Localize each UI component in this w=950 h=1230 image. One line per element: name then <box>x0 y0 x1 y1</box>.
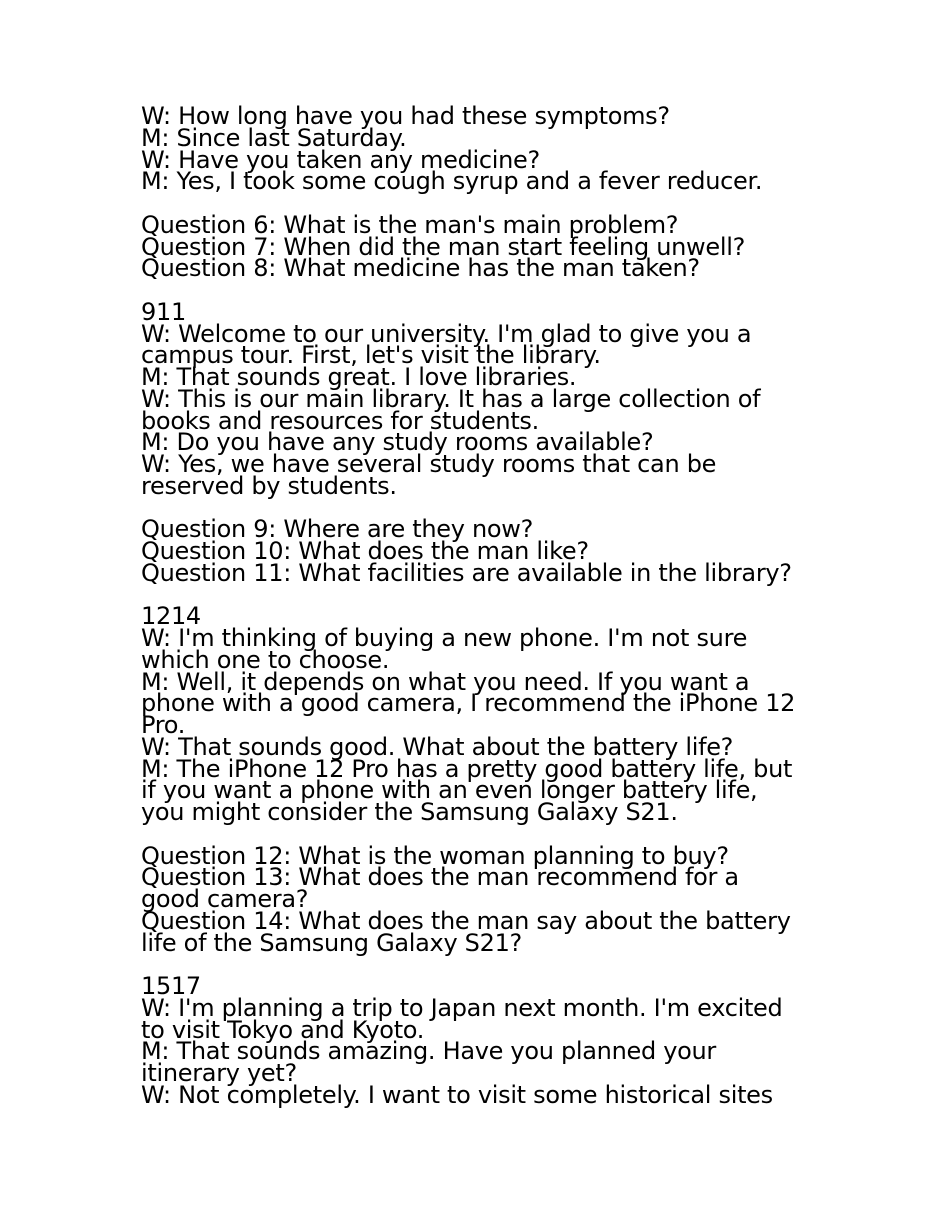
question-line: Question 11: What facilities are available in the library? <box>141 558 792 587</box>
question-line: Question 14: What does the man say about the battery <box>141 906 791 935</box>
question-line: Question 12: What is the woman planning to buy? <box>141 841 729 870</box>
question-line: Question 7: When did the man start feeling unwell? <box>141 232 746 261</box>
text-line: M: The iPhone 12 Pro has a pretty good battery life, but <box>141 754 793 783</box>
section-number: 1517 <box>141 972 201 1000</box>
section-number: 911 <box>141 297 186 326</box>
text-line: books and resources for students. <box>141 406 539 435</box>
text-line: to visit Tokyo and Kyoto. <box>141 1015 425 1044</box>
question-line: good camera? <box>141 885 309 913</box>
text-line: M: Well, it depends on what you need. If you want a <box>141 667 750 696</box>
text-line: W: Yes, we have several study rooms that can be <box>141 450 717 478</box>
questions-block <box>141 515 821 587</box>
question-line: life of the Samsung Galaxy S21? <box>141 928 522 957</box>
question-line: Question 9: Where are they now? <box>141 515 534 544</box>
text-line: campus tour. First, let's visit the library. <box>141 341 601 370</box>
question-line: Question 10: What does the man like? <box>141 537 589 565</box>
text-line: which one to choose. <box>141 645 390 674</box>
text-line: W: This is our main library. It has a large collection of <box>141 384 761 413</box>
question-line: Question 8: What medicine has the man taken? <box>141 254 700 283</box>
paragraph-gap <box>141 954 821 976</box>
text-line: W: Welcome to our university. I'm glad to give you a <box>141 319 752 348</box>
text-line: W: Not completely. I want to visit some historical sites <box>141 1080 773 1109</box>
text-line: W: I'm planning a trip to Japan next month. I'm excited <box>141 993 783 1022</box>
dialogue-block <box>141 297 821 500</box>
text-line: W: I'm thinking of buying a new phone. I'm not sure <box>141 624 748 652</box>
section-number: 1214 <box>141 602 201 631</box>
text-line: Pro. <box>141 711 186 739</box>
text-line: phone with a good camera, I recommend the iPhone 12 <box>141 689 796 718</box>
question-line: Question 13: What does the man recommend for a <box>141 863 739 892</box>
document-page <box>141 102 821 1109</box>
text-line: M: Do you have any study rooms available? <box>141 428 654 457</box>
text-line: W: That sounds good. What about the battery life? <box>141 732 734 761</box>
question-line: Question 6: What is the man's main problem? <box>141 210 679 239</box>
questions-block <box>141 841 821 957</box>
text-line: M: That sounds amazing. Have you planned your <box>141 1037 716 1066</box>
text-line: W: Have you taken any medicine? <box>141 145 540 174</box>
questions-block <box>141 210 821 283</box>
text-line: reserved by students. <box>141 471 397 500</box>
text-line: M: Since last Saturday. <box>141 123 407 152</box>
dialogue-block <box>141 102 821 196</box>
dialogue-block <box>141 602 821 826</box>
paragraph-gap <box>141 280 821 302</box>
text-line: if you want a phone with an even longer battery life, <box>141 776 758 805</box>
text-line: itinerary yet? <box>141 1059 297 1087</box>
text-line: M: That sounds great. I love libraries. <box>141 363 577 391</box>
paragraph-gap <box>141 585 821 607</box>
text-line: you might consider the Samsung Galaxy S21. <box>141 798 678 826</box>
text-line: W: How long have you had these symptoms? <box>141 102 670 130</box>
text-line: M: Yes, I took some cough syrup and a fever reducer. <box>141 167 763 196</box>
dialogue-block <box>141 972 821 1109</box>
